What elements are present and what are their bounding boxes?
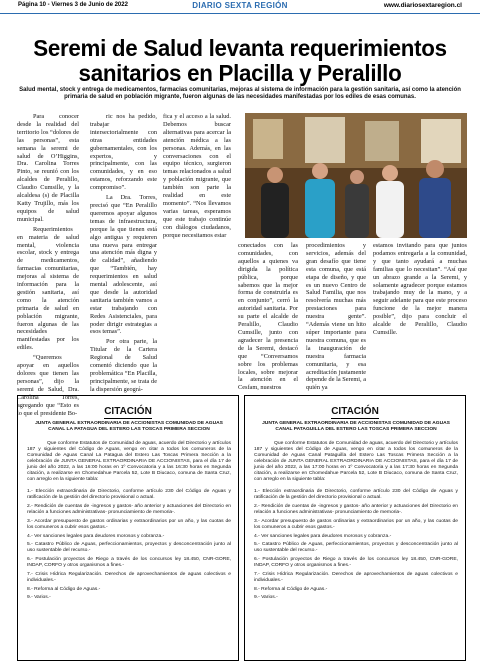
paragraph: “Queremos apoyar en aquellos dolores que tienen las personas”, dijo la seremi de Salud, Dra. Carolina Torres, agregando que “Esto es lo que el presidente Bo- <box>17 354 79 417</box>
agenda-item: 6.- Postulación proyectos de Riego a través de los concursos ley 18.450, CNR-GORE, INDAP, CORFO y otros organismos a fines.- <box>27 557 231 569</box>
agenda-item: 3.- Acordar presupuesto de gastos ordinarias y extraordinarios por un año, y las cuotas de los comuneros a cubrir esos gastos.- <box>27 518 231 530</box>
page-label: Página 10 - Viernes 3 de Junio de 2022 <box>18 2 128 8</box>
citation-subtitle: JUNTA GENERAL EXTRAORDINARIA DE ACCIONISTAS COMUNIDAD DE AGUAS CANAL PATAGUILLA DEL ESTERO LAS TOSCAS PRIMERA SECCION <box>262 421 450 433</box>
citation-notice-1 <box>17 395 239 661</box>
citation-intro: Que conforme Estatutos de Comunidad de aguas, acuerdo del Directorio y artículos 187 y siguientes del Código de Aguas, vengo en citar a todos los comuneros de la Comunidad de Aguas Canal La Patagua del Estero Las Toscas Primera Sección a la celebración de JUNTA GENERAL EXTRAORDINARIA DE ACCIONISTAS, para el día 17 de junio del año 2022, a las 16:00 horas en 1º Convocatoria y a las 16:30 horas en Segunda citación, a realizarse en Chomedahue Parcela 52, Lote B Diucaco, comuna de Santa Cruz, con arreglo en la siguiente tabla: <box>27 441 231 483</box>
agenda-item: 4.- Ver sanciones legales para deudores morosos y cobranza.- <box>254 533 392 539</box>
article-column-5 <box>306 242 366 394</box>
photo-illustration <box>245 113 467 238</box>
article-column-4 <box>238 242 298 394</box>
article-headline: Seremi de Salud levanta requerimientos sanitarios en Placilla y Peralillo <box>33 35 447 86</box>
article-subhead: Salud mental, stock y entrega de medicamentos, farmacias comunitarias, mejoras al sistema de información para la gestión sanitaria, así como la atención primaria de salud en población migrante, fueron algunas de las necesidades manifestadas por los ediles de esas comunas. <box>19 87 461 101</box>
agenda-item: 5.- Catastro Público de Aguas, perfeccionamientos, proyectos y desconcentración junto al uso sustentable del recurso.- <box>254 542 458 554</box>
citation-title: CITACIÓN <box>331 406 379 417</box>
paragraph: La Dra. Torres, precisó que “En Peralillo queremos apoyar algunos temas de infraestructura, porque la que tienen está algo antigua y requieren una nueva para entregar una atención más digna y de calidad”, añadiendo que “También, hay requerimientos en salud mental adolescente, así que desde la autoridad sanitaria también vamos a estar trabajando con Redes Asistenciales, para poder dirigir estrategias a esos temas”. <box>90 194 157 336</box>
agenda-item: 7.- Crisis Hídrica Regularización. Derechos de aprovechamientos de aguas colectivos e individuales.- <box>254 571 458 584</box>
paragraph: Requerimientos en materia de salud mental, violencia escolar, stock y entrega de medicamentos, farmacias comunitarias, mejoras al sistema de información para la gestión sanitaria, así como la atención primaria de salud en población migrante, fueron algunas de las necesidades manifestadas por los ediles. <box>17 225 79 352</box>
citation-intro: Que conforme Estatutos de Comunidad de aguas, acuerdo del Directorio y artículos 187 y siguientes del Código de Aguas, vengo en citar a todos los comuneros de la Comunidad de Aguas Canal Pataguilla del Estero Las Toscas Primera Sección a la celebración de JUNTA GENERAL EXTRAORDINARIA DE ACCIONISTAS, para el día 17 de junio del año 2022, a las 17:00 horas en 1º Convocatoria y a las 17:30 horas en Segunda citación, a realizarse en Chomedahue Parcela 52, Lote B Diucaco, comuna de Santa Cruz, con arreglo en la siguiente tabla: <box>254 441 458 483</box>
article-column-6 <box>373 242 467 339</box>
agenda-item: 1.- Elección extraordinaria de Directorio, conforme artículo 230 del Código de Aguas y ratificación de la gestión del directorio provisional o actual. <box>254 489 458 501</box>
article-column-3 <box>163 113 231 242</box>
agenda-item: 8.- Reforma al Código de Aguas.- <box>254 586 328 592</box>
agenda-item: 7.- Crisis Hídrica Regularización. Derechos de aprovechamientos de aguas colectivos e individuales.- <box>27 571 231 584</box>
paragraph: estamos invitando para que juntos podamos entregarla a la comunidad, y que tanto ayudará a muchas familias que lo necesitan”. “Así que un abrazo grande a la Seremi, y solamente agradecer porque estamos trabajando muy de la mano, y a seguir adelante para que este proceso funcione de la mejor manera posible”, dijo para concluir el alcalde de Peralillo, Claudio Cumsille. <box>373 242 467 336</box>
citation-title: CITACIÓN <box>104 406 152 417</box>
agenda-item: 3.- Acordar presupuesto de gastos ordinarias y extraordinarios por un año, y las cuotas de los comuneros a cubrir esos gastos.- <box>254 518 458 530</box>
agenda-item: 2.- Rendición de cuentas de -ingresos y gastos- año anterior y actuaciones del Directorio en relación a funciones administrativas- pronunciamiento de memoria-. <box>27 504 231 516</box>
citation-body <box>27 441 231 604</box>
paragraph: conectados con las comunidades, con aquellos a quienes va dirigida la política pública, porque sabemos que la mejor forma de construirla es en conjunto”, cerró la autoridad sanitaria. Por su parte el alcalde de Peralillo, Claudio Cumsille, junto con agradecer la presencia de la Seremi, destacó que “Conversamos sobre los problemas locales, sobre mejorar la atención en el Cesfam, nuestros <box>238 242 298 392</box>
agenda-item: 8.- Reforma al Código de Aguas.- <box>27 586 101 592</box>
agenda-item: 9.- Varios.- <box>254 595 278 601</box>
paragraph: ric nos ha pedido, trabajar intersectorialmente con otras entidades gubernamentales, con los expertos, y principalmente, con las comunidades, y en eso estamos, reforzando este compromiso”. <box>90 113 157 192</box>
article-column-2 <box>90 113 157 396</box>
paragraph: Para conocer desde la realidad del territorio los “dolores de las personas”, esta semana la seremi de salud de O’Higgins, Dra. Carolina Torres Pinto, se reunió con los alcaldes de Peralillo, Claudio Cumsille, y la alcaldesa (s) de Placilla Katty Trujillo, más los equipos de salud municipal. <box>17 113 79 223</box>
newspaper-brand: DIARIO SEXTA REGIÓN <box>192 1 288 10</box>
agenda-item: 5.- Catastro Público de Aguas, perfeccionamientos, proyectos y desconcentración junto al uso sustentable del recurso.- <box>27 542 231 554</box>
article-photo <box>245 113 467 238</box>
paragraph: procedimientos y servicios, además del gran desafío que tiene esta comuna, que está etapa de diseño, y que es un nuevo Centro de Salud Familia, que nos resolvería muchas más prestaciones para nuestra gente”. “Además viene un hito súper importante para nuestra comuna, que es la inauguración de nuestra farmacia comunitaria, y esa acreditación justamente depende de la Seremi, a quién ya <box>306 242 366 392</box>
article-column-1 <box>17 113 79 419</box>
paragraph: Por otra parte, la Titular de la Cartera Regional de Salud comentó diciendo que la problemática “En Placilla, principalmente, se trata de la dispersión geográ- <box>90 338 157 393</box>
agenda-item: 6.- Postulación proyectos de Riego a través de los concursos ley 18.450, CNR-GORE, INDAP, CORFO y otros organismos a fines.- <box>254 557 458 569</box>
agenda-item: 1.- Elección extraordinaria de Directorio, conforme artículo 230 del Código de Aguas y ratificación de la gestión del directorio provisional o actual. <box>27 489 231 501</box>
website-link[interactable]: www.diariosextaregion.cl <box>383 2 462 9</box>
paragraph: fica y el acceso a la salud. Debemos buscar alternativas para acercar la atención médica a las personas. Además, en las conversaciones con el equipo técnico, surgieron temas relacionados a salud y población migrante, que también son parte la realidad en este momento”. “Nos llevamos varias tareas, esperamos que este trabajo continúe con diálogos ciudadanos, porque necesitamos estar <box>163 113 231 239</box>
agenda-item: 2.- Rendición de cuentas de -ingresos y gastos- año anterior y actuaciones del Directorio en relación a funciones administrativas- pronunciamiento de memoria-. <box>254 504 458 516</box>
agenda-item: 4.- Ver sanciones legales para deudores morosos y cobranza.- <box>27 533 165 539</box>
agenda-item: 9.- Varios.- <box>27 595 51 601</box>
citation-subtitle: JUNTA GENERAL EXTRAORDINARIA DE ACCIONISTAS COMUNIDAD DE AGUAS CANAL LA PATAGUA DEL ESTERO LAS TOSCAS PRIMERA SECCION <box>35 421 223 433</box>
citation-body <box>254 441 458 604</box>
citation-notice-2 <box>244 395 466 661</box>
page-header <box>0 0 480 14</box>
